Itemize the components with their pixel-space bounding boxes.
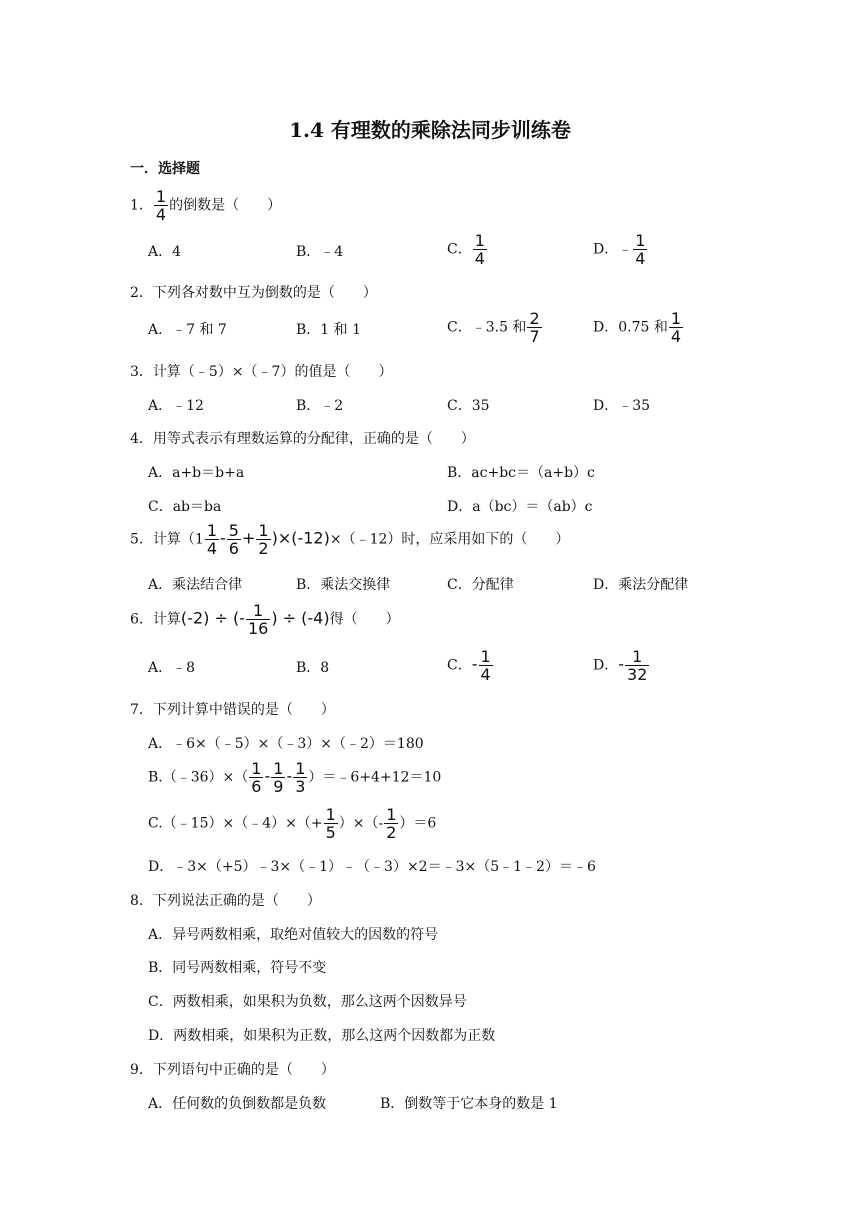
- q9-option-a: A．任何数的负倒数都是负数: [148, 1096, 327, 1112]
- q3-option-a: A．﹣12: [148, 398, 204, 414]
- denominator: 2: [386, 823, 397, 842]
- q8-option-a: A．异号两数相乘，取绝对值较大的因数的符号: [148, 927, 439, 943]
- q1-option-c: [447, 232, 488, 267]
- q7-option-b: B.（﹣36）×（ $\frac{1}{6}$ - $\frac{1}{9}$ - $\frac{1}{3}$ ）＝﹣6+4+12＝10: [148, 759, 442, 796]
- q6-option-b: B．8: [296, 660, 330, 676]
- numerator: 1: [251, 759, 262, 778]
- q2-option-d: [593, 310, 684, 345]
- q2-d-fraction: [669, 310, 683, 345]
- denominator: 4: [206, 539, 218, 558]
- q3-option-d: D．﹣35: [593, 398, 651, 414]
- q5-fraction-1: [205, 522, 219, 557]
- numerator: 1: [474, 231, 485, 250]
- denominator: 3: [295, 777, 306, 796]
- label: C．: [447, 241, 472, 258]
- numerator: 1: [632, 647, 643, 666]
- q5-fraction-2: [227, 522, 241, 557]
- minus-sign: -: [471, 654, 478, 674]
- denominator: 5: [325, 823, 336, 842]
- question-8: 8．下列说法正确的是（ ）: [130, 893, 321, 909]
- label: D．0.75 和: [593, 319, 668, 336]
- question-4: 4．用等式表示有理数运算的分配律，正确的是（ ）: [130, 431, 475, 447]
- label: C．: [447, 657, 472, 674]
- numerator: 1: [635, 231, 646, 250]
- numerator: 1: [253, 601, 264, 620]
- q6-d-fraction: [625, 648, 649, 683]
- denominator: 4: [155, 205, 167, 224]
- numerator: 1: [295, 759, 306, 778]
- q6-expression-2: ) ÷ (-4): [271, 608, 330, 628]
- q7-option-d: D．﹣3×（+5）﹣3×（﹣1）﹣（﹣3）×2＝﹣3×（5﹣1﹣2）＝﹣6: [148, 859, 596, 875]
- q1-option-d: [593, 232, 648, 267]
- question-6: [130, 602, 400, 637]
- q2-option-b: B．1 和 1: [296, 322, 362, 338]
- denominator: 7: [529, 327, 540, 346]
- denominator: 4: [474, 249, 485, 268]
- minus-sign: -: [618, 654, 625, 674]
- question-1: [130, 188, 281, 223]
- plus-sign: +: [241, 528, 256, 548]
- q7-b-prefix: B.（﹣36）×（: [148, 769, 249, 786]
- denominator: 6: [228, 539, 239, 558]
- q7-b-fraction-3: [293, 760, 307, 795]
- q5-prefix: 5．计算（1: [130, 531, 204, 548]
- denominator: 4: [670, 327, 682, 346]
- denominator: 32: [627, 665, 648, 684]
- question-9: 9．下列语句中正确的是（ ）: [130, 1062, 335, 1078]
- label: D．﹣: [593, 241, 633, 258]
- denominator: 4: [480, 665, 491, 684]
- section-heading: 一．选择题: [130, 161, 200, 177]
- q5-option-a: A．乘法结合律: [148, 577, 243, 593]
- numerator: 1: [386, 805, 397, 824]
- q6-suffix: 得（ ）: [329, 611, 400, 628]
- page-title: 1.4 有理数的乘除法同步训练卷: [289, 118, 571, 142]
- q7-b-suffix: ）＝﹣6+4+12＝10: [308, 769, 442, 786]
- q7-c-prefix: C.（﹣15）×（﹣4）×（+: [148, 815, 323, 832]
- numerator: 1: [480, 647, 491, 666]
- q1-text: 的倒数是（ ）: [169, 197, 282, 214]
- q5-expression: )×(-12): [271, 528, 330, 548]
- q6-fraction: [246, 602, 270, 637]
- q9-option-b: B．倒数等于它本身的数是 1: [380, 1096, 558, 1112]
- denominator: 6: [251, 777, 262, 796]
- denominator: 4: [635, 249, 646, 268]
- q4-option-c: C．ab＝ba: [148, 499, 222, 515]
- q6-option-c: [447, 648, 494, 683]
- q5-option-d: D．乘法分配律: [593, 577, 689, 593]
- q3-option-c: C．35: [447, 398, 490, 414]
- q1-c-fraction: [473, 232, 487, 267]
- q1-option-b: B．﹣4: [296, 244, 344, 260]
- q1-fraction: [154, 188, 168, 223]
- q6-c-fraction: [479, 648, 493, 683]
- q7-option-c: [148, 806, 436, 841]
- q3-option-b: B．﹣2: [296, 398, 344, 414]
- q6-option-d: [593, 648, 650, 683]
- q7-option-a: A．﹣6×（﹣5）×（﹣3）×（﹣2）＝180: [148, 736, 424, 752]
- denominator: 9: [273, 777, 284, 796]
- q4-option-d: D．a（bc）＝（ab）c: [447, 499, 593, 515]
- numerator: 1: [325, 805, 336, 824]
- q5-suffix: ×（﹣12）时，应采用如下的（ ）: [329, 531, 570, 548]
- question-5: [130, 522, 569, 557]
- label: C．﹣3.5 和: [447, 319, 527, 336]
- q2-c-fraction: [527, 310, 541, 345]
- q1-number: 1．: [130, 197, 153, 214]
- minus-sign: -: [220, 528, 226, 548]
- q7-c-fraction-2: [384, 806, 398, 841]
- label: D．: [593, 657, 619, 674]
- numerator: 1: [258, 521, 269, 540]
- numerator: 1: [670, 309, 682, 328]
- numerator: 2: [529, 309, 540, 328]
- q2-option-c: [447, 310, 543, 345]
- q4-option-a: A．a+b＝b+a: [148, 465, 245, 481]
- q8-option-d: D．两数相乘，如果积为正数，那么这两个因数都为正数: [148, 1028, 496, 1044]
- numerator: 1: [273, 759, 284, 778]
- q6-option-a: A．﹣8: [148, 660, 196, 676]
- q7-b-fraction-1: [249, 760, 263, 795]
- q4-option-b: B．ac+bc＝（a+b）c: [447, 465, 595, 481]
- q7-c-middle: ）×（-: [338, 815, 384, 832]
- denominator: 16: [247, 619, 269, 638]
- q1-option-a: A．4: [148, 244, 182, 260]
- q6-expression-1: (-2) ÷ (-: [180, 608, 245, 628]
- q5-option-c: C．分配律: [447, 577, 514, 593]
- numerator: 1: [206, 521, 218, 540]
- question-2: 2．下列各对数中互为倒数的是（ ）: [130, 285, 377, 301]
- q5-option-b: B．乘法交换律: [296, 577, 391, 593]
- q7-c-fraction-1: [324, 806, 338, 841]
- numerator: 5: [228, 521, 239, 540]
- q1-d-fraction: [633, 232, 647, 267]
- q7-b-fraction-2: [271, 760, 285, 795]
- question-7: 7．下列计算中错误的是（ ）: [130, 702, 335, 718]
- q7-c-suffix: ）＝6: [399, 815, 437, 832]
- q8-option-b: B．同号两数相乘，符号不变: [148, 960, 327, 976]
- q8-option-c: C．两数相乘，如果积为负数，那么这两个因数异号: [148, 994, 467, 1010]
- numerator: 1: [155, 187, 167, 206]
- q2-option-a: A．﹣7 和 7: [148, 322, 227, 338]
- q6-prefix: 6．计算: [130, 611, 181, 628]
- q5-fraction-3: [256, 522, 270, 557]
- question-3: 3．计算（﹣5）×（﹣7）的值是（ ）: [130, 364, 393, 380]
- denominator: 2: [258, 539, 269, 558]
